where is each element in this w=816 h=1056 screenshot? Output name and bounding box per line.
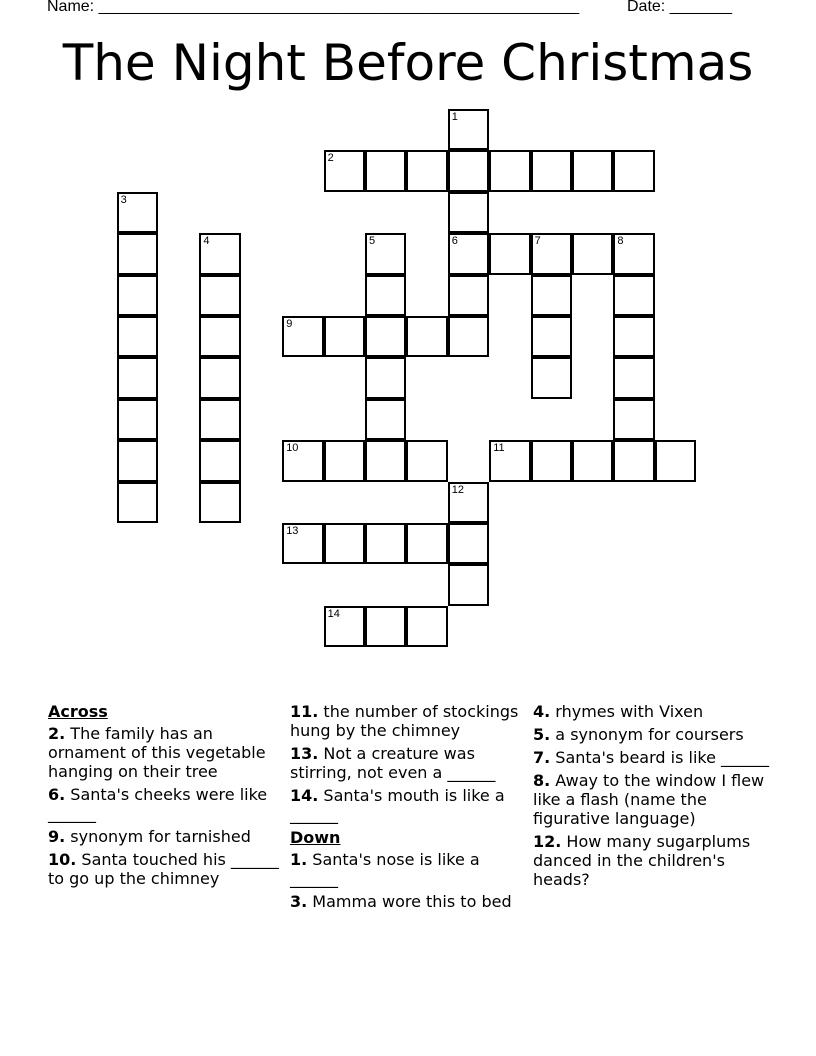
- grid-cell[interactable]: [572, 440, 613, 481]
- grid-cell[interactable]: [365, 275, 406, 316]
- grid-cell[interactable]: [531, 150, 572, 191]
- grid-cell[interactable]: [448, 523, 489, 564]
- grid-cell[interactable]: [324, 523, 365, 564]
- clue: [533, 771, 773, 828]
- clue-number: 12.: [533, 832, 562, 851]
- grid-cell[interactable]: [406, 316, 447, 357]
- grid-cell[interactable]: [365, 440, 406, 481]
- clue-text: the number of stockings hung by the chimney: [290, 702, 519, 740]
- grid-cell[interactable]: [489, 440, 530, 481]
- cell-number: 6: [451, 235, 458, 248]
- grid-cell[interactable]: [117, 440, 158, 481]
- cell-number: 5: [369, 235, 376, 248]
- cell-number: 3: [120, 193, 127, 206]
- clue-text: Santa's beard is like ______: [550, 748, 770, 767]
- grid-cell[interactable]: [365, 523, 406, 564]
- puzzle-title: The Night Before Christmas: [62, 34, 754, 92]
- clue: [290, 744, 530, 782]
- grid-cell[interactable]: [365, 150, 406, 191]
- grid-cell[interactable]: [406, 606, 447, 647]
- cell-number: 2: [327, 152, 334, 165]
- cell-number: 10: [286, 442, 299, 455]
- grid-cell[interactable]: [365, 399, 406, 440]
- grid-cell[interactable]: [531, 357, 572, 398]
- section-heading: Down: [290, 828, 341, 847]
- grid-cell[interactable]: [199, 440, 240, 481]
- grid-cell[interactable]: [531, 440, 572, 481]
- grid-cell[interactable]: [324, 150, 365, 191]
- grid-cell[interactable]: [282, 440, 323, 481]
- section-heading: Across: [48, 702, 108, 721]
- clue-number: 9.: [48, 827, 66, 846]
- grid-cell[interactable]: [199, 316, 240, 357]
- grid-cell[interactable]: [613, 399, 654, 440]
- clue: [290, 850, 530, 888]
- grid-cell[interactable]: [613, 316, 654, 357]
- clue-text: Santa's cheeks were like ______: [48, 785, 268, 823]
- grid-cell[interactable]: [613, 275, 654, 316]
- grid-cell[interactable]: [365, 316, 406, 357]
- grid-cell[interactable]: [531, 316, 572, 357]
- clue-text: The family has an ornament of this vegetable hanging on their tree: [48, 724, 266, 781]
- clue-number: 13.: [290, 744, 319, 763]
- name-field[interactable]: Name: ______________________________________________________: [47, 0, 580, 15]
- clue-number: 10.: [48, 850, 77, 869]
- grid-cell[interactable]: [448, 192, 489, 233]
- clue: [533, 725, 773, 744]
- clue: [48, 724, 288, 781]
- grid-cell[interactable]: [117, 482, 158, 523]
- cell-number: 4: [203, 235, 210, 248]
- grid-cell[interactable]: [199, 399, 240, 440]
- cell-number: 8: [617, 235, 624, 248]
- clue-text: rhymes with Vixen: [550, 702, 704, 721]
- grid-cell[interactable]: [324, 316, 365, 357]
- grid-cell[interactable]: [365, 357, 406, 398]
- grid-cell[interactable]: [531, 233, 572, 274]
- clue: [48, 850, 288, 888]
- clue-text: Away to the window I flew like a flash (name the figurative language): [533, 771, 765, 828]
- grid-cell[interactable]: [199, 275, 240, 316]
- grid-cell[interactable]: [448, 275, 489, 316]
- grid-cell[interactable]: [117, 357, 158, 398]
- clue-text: Santa touched his ______ to go up the chimney: [48, 850, 279, 888]
- grid-cell[interactable]: [489, 233, 530, 274]
- clue-text: Mamma wore this to bed: [307, 892, 512, 911]
- clue-number: 6.: [48, 785, 66, 804]
- grid-cell[interactable]: [572, 233, 613, 274]
- grid-cell[interactable]: [117, 192, 158, 233]
- cell-number: 11: [493, 442, 505, 455]
- grid-cell[interactable]: [117, 233, 158, 274]
- grid-cell[interactable]: [117, 275, 158, 316]
- grid-cell[interactable]: [448, 482, 489, 523]
- cell-number: 14: [327, 607, 340, 620]
- grid-cell[interactable]: [613, 150, 654, 191]
- grid-cell[interactable]: [324, 606, 365, 647]
- cell-number: 7: [534, 235, 541, 248]
- clue-text: a synonym for coursers: [550, 725, 744, 744]
- clue-number: 14.: [290, 786, 319, 805]
- grid-cell[interactable]: [613, 233, 654, 274]
- clue-number: 4.: [533, 702, 551, 721]
- grid-cell[interactable]: [199, 233, 240, 274]
- clue-text: Santa's mouth is like a ______: [290, 786, 505, 824]
- cell-number: 1: [451, 111, 458, 123]
- grid-cell[interactable]: [655, 440, 696, 481]
- clue: [533, 832, 773, 889]
- clue: [48, 827, 288, 846]
- grid-cell[interactable]: [406, 523, 447, 564]
- clue-number: 7.: [533, 748, 551, 767]
- clue-number: 2.: [48, 724, 66, 743]
- clue: [290, 892, 530, 911]
- clue-text: Not a creature was stirring, not even a ______: [290, 744, 496, 782]
- grid-cell[interactable]: [448, 233, 489, 274]
- clue: [48, 785, 288, 823]
- grid-cell[interactable]: [489, 150, 530, 191]
- grid-cell[interactable]: [406, 440, 447, 481]
- clue: [290, 702, 530, 740]
- grid-cell[interactable]: [365, 606, 406, 647]
- grid-cell[interactable]: [365, 233, 406, 274]
- grid-cell[interactable]: [448, 316, 489, 357]
- grid-cell[interactable]: [324, 440, 365, 481]
- clue-number: 8.: [533, 771, 551, 790]
- grid-cell[interactable]: [448, 150, 489, 191]
- grid-cell[interactable]: [117, 399, 158, 440]
- grid-cell[interactable]: [448, 564, 489, 605]
- grid-cell[interactable]: [199, 482, 240, 523]
- grid-cell[interactable]: [572, 150, 613, 191]
- grid-cell[interactable]: [448, 109, 489, 150]
- clue-number: 5.: [533, 725, 551, 744]
- clue-column-2: [290, 702, 530, 915]
- clue-text: synonym for tarnished: [65, 827, 251, 846]
- grid-cell[interactable]: [282, 523, 323, 564]
- cell-number: 13: [286, 525, 299, 537]
- grid-cell[interactable]: [613, 357, 654, 398]
- clue-number: 3.: [290, 892, 308, 911]
- grid-cell[interactable]: [613, 440, 654, 481]
- grid-cell[interactable]: [282, 316, 323, 357]
- clue-column-3: [533, 702, 773, 893]
- clue-column-1: [48, 702, 288, 892]
- grid-cell[interactable]: [199, 357, 240, 398]
- clue: [533, 702, 773, 721]
- clue: [533, 748, 773, 767]
- cell-number: 12: [451, 483, 465, 496]
- clue: [290, 786, 530, 824]
- cell-number: 9: [286, 318, 293, 330]
- grid-cell[interactable]: [406, 150, 447, 191]
- clue-number: 1.: [290, 850, 308, 869]
- clue-text: How many sugarplums danced in the children's heads?: [533, 832, 751, 889]
- clue-number: 11.: [290, 702, 319, 721]
- grid-cell[interactable]: [117, 316, 158, 357]
- clue-text: Santa's nose is like a ______: [290, 850, 480, 888]
- grid-cell[interactable]: [531, 275, 572, 316]
- date-field[interactable]: Date: _______: [627, 0, 732, 15]
